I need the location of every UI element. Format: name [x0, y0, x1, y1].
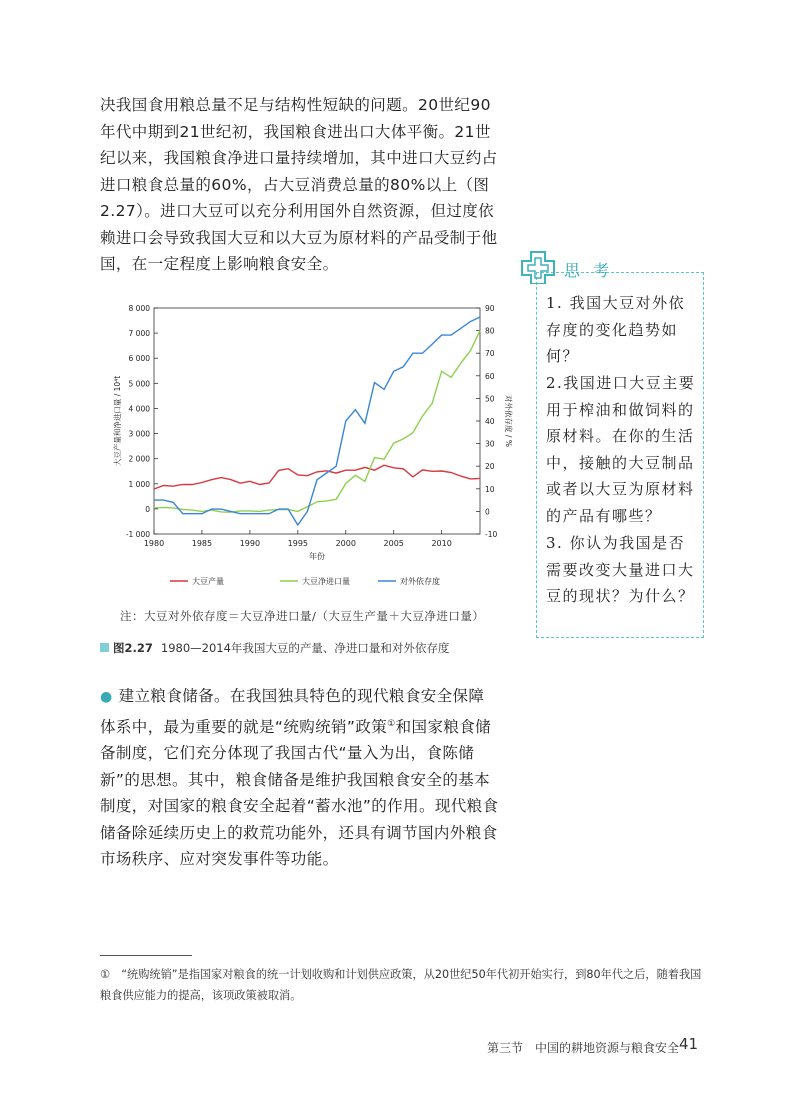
y-left-tick-label: 8 000 [128, 304, 150, 313]
legend-label: 对外依存度 [400, 577, 440, 586]
caption-marker [100, 643, 109, 652]
y-left-tick-label: 7 000 [128, 329, 150, 339]
chart-legend [170, 576, 440, 586]
x-axis-label: 年份 [309, 552, 325, 561]
plot-frame [154, 308, 480, 534]
y-right-tick-label: 20 [485, 462, 495, 472]
caption-number: 图2.27 [113, 641, 153, 655]
caption-text: 1980—2014年我国大豆的产量、净进口量和对外依存度 [160, 641, 450, 655]
figure-caption [100, 640, 449, 656]
y-left-tick-label: 0 [145, 504, 150, 514]
think-question-2: 2.我国进口大豆主要用于榨油和做饲料的原材料。在你的生活中，接触的大豆制品或者以大豆为原材料的产品有哪些？ [546, 374, 696, 525]
footer-section-title: 第三节 中国的耕地资源与粮食安全 [487, 1041, 680, 1055]
y-right-tick-label: 40 [485, 417, 495, 426]
bullet-icon: ● [100, 689, 113, 705]
y-right-tick-label: 30 [485, 439, 495, 449]
chart-axes [112, 304, 514, 561]
x-tick-label: 1990 [239, 539, 261, 548]
y-left-axis-label: 大豆产量和净进口量 / 10⁴t [113, 375, 122, 467]
think-header [518, 250, 704, 284]
y-right-tick-label: 60 [485, 371, 495, 381]
paragraph-2-part-b: 和国家粮食储备制度，它们充分体现了我国古代“量入为出，食陈储新”的思想。其中，粮食储备是维护我国粮食安全的基本制度，对国家的粮食安全起着“蓄水池”的作用。现代粮食储备除延续历史上的救荒功能外，还具有调节国内外粮食市场秩序、应对突发事件等功能。 [100, 717, 499, 869]
think-title: 思 考 [564, 261, 614, 280]
series-line [154, 331, 480, 513]
x-tick-label: 2005 [383, 539, 404, 548]
chart-note: 注：大豆对外依存度＝大豆净进口量/（大豆生产量＋大豆净进口量） [120, 609, 485, 623]
series-line [154, 317, 480, 525]
chart-lines [154, 317, 480, 525]
think-question-1: 1. 我国大豆对外依存度的变化趋势如何？ [546, 294, 686, 365]
series-line [154, 465, 480, 489]
x-tick-label: 1980 [143, 539, 165, 548]
body-paragraph-1: 决我国食用粮总量不足与结构性短缺的问题。20世纪90年代中期到21世纪初，我国粮食进出口大体平衡。21世纪以来，我国粮食净进口量持续增加，其中进口大豆约占进口粮食总量的60%，占大豆消费总量的80%以上（图2.27）。进口大豆可以充分利用国外自然资源，但过度依赖进口会导致我国大豆和以大豆为原材料的产品受制于他国，在一定程度上影响粮食安全。 [100, 96, 498, 273]
x-tick-label: 1995 [287, 539, 309, 548]
think-box [518, 250, 704, 640]
page-number: 41 [679, 1035, 699, 1053]
footnote: ① “统购统销”是指国家对粮食的统一计划收购和计划供应政策，从20世纪50年代初开始实行，到80年代之后，随着我国粮食供应能力的提高，该项政策被取消。 [100, 968, 702, 1002]
y-right-tick-label: -10 [485, 530, 498, 539]
y-left-tick-label: 1 000 [128, 479, 150, 489]
x-tick-label: 2010 [431, 539, 452, 548]
y-left-tick-label: 6 000 [128, 354, 150, 364]
y-left-tick-label: 2 000 [128, 454, 150, 464]
y-right-tick-label: 80 [485, 326, 495, 336]
y-left-tick-label: -1 000 [125, 530, 150, 539]
y-left-tick-label: 5 000 [128, 379, 150, 389]
y-right-tick-label: 90 [485, 304, 495, 313]
y-right-tick-label: 10 [485, 484, 495, 494]
legend-label: 大豆净进口量 [302, 577, 350, 586]
body-paragraph-2 [100, 683, 500, 873]
y-right-tick-label: 70 [485, 349, 495, 359]
footnote-ref[interactable]: ① [387, 718, 396, 729]
legend-label: 大豆产量 [192, 577, 224, 586]
think-question-3: 3. 你认为我国是否需要改变大量进口大豆的现状？为什么？ [546, 534, 695, 605]
footnote-divider [100, 955, 192, 956]
y-right-tick-label: 0 [485, 507, 490, 517]
x-tick-label: 1985 [191, 539, 213, 548]
x-tick-label: 2000 [335, 539, 356, 548]
y-left-tick-label: 4 000 [128, 404, 150, 414]
y-right-axis-label: 对外依存度 / % [504, 395, 513, 447]
think-icon [518, 250, 558, 284]
soybean-chart [108, 300, 518, 600]
paragraph-2-part-a: 建立粮食储备。在我国独具特色的现代粮食安全保障体系中，最为重要的就是“统购统销”政策 [100, 687, 485, 736]
y-right-tick-label: 50 [485, 394, 495, 404]
y-left-tick-label: 3 000 [128, 429, 150, 439]
